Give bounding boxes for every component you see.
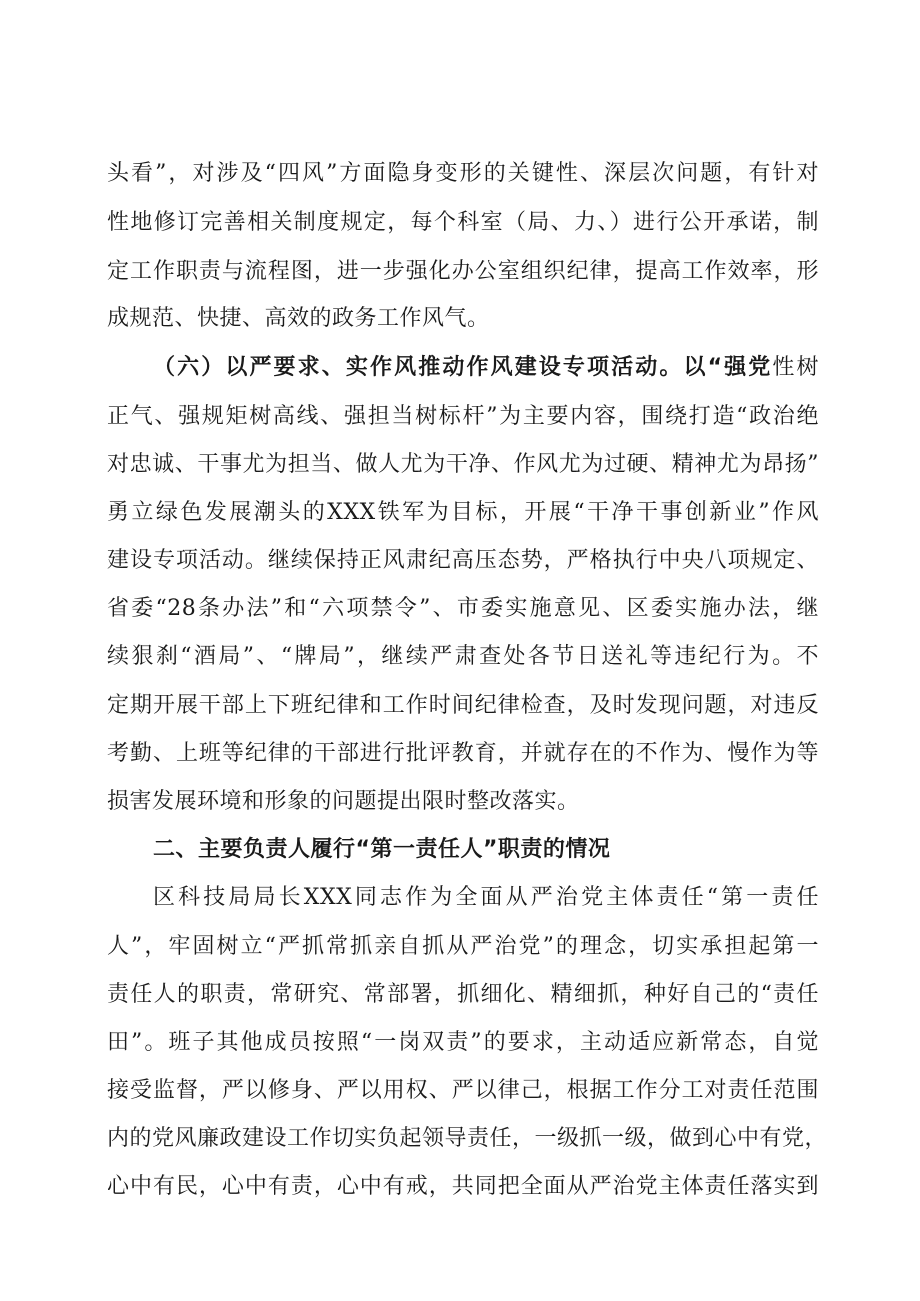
- text-line: 建设专项活动。继续保持正风肃纪高压态势，严格执行中央八项规定、: [107, 548, 819, 573]
- section-six-title: （六）以严要求、实作风推动作风建设专项活动。以“强党: [153, 355, 773, 380]
- text-line: 定期开展干部上下班纪律和工作时间纪律检查，及时发现问题，对违反: [107, 693, 819, 718]
- text-line: 内的党风廉政建设工作切实负起领导责任，一级抓一级，做到心中有党，: [107, 1126, 828, 1151]
- text-line: 正气、强规矩树高线、强担当树标杆”为主要内容，围绕打造“政治绝: [107, 404, 819, 429]
- text-line: 责任人的职责，常研究、常部署，抓细化、精细抓，种好自己的“责任: [107, 982, 819, 1007]
- section-heading: 二、主要负责人履行“第一责任人”职责的情况: [153, 837, 611, 862]
- text-line: 心中有民，心中有责，心中有戒，共同把全面从严治党主体责任落实到: [107, 1174, 819, 1199]
- text-line: 定工作职责与流程图，进一步强化办公室组织纪律，提高工作效率，形: [107, 259, 819, 284]
- text-line: 续狠刹“酒局”、“牌局”，继续严肃查处各节日送礼等违纪行为。不: [107, 644, 819, 669]
- text-line: 对忠诚、干事尤为担当、做人尤为干净、作风尤为过硬、精神尤为昂扬”: [107, 452, 819, 477]
- text-line: 成规范、快捷、高效的政务工作风气。: [107, 306, 490, 331]
- text-line: 考勤、上班等纪律的干部进行批评教育，并就存在的不作为、慢作为等: [107, 741, 819, 766]
- text-line: 接受监督，严以修身、严以用权、严以律己，根据工作分工对责任范围: [107, 1078, 819, 1103]
- text-line: 省委“28条办法”和“六项禁令”、市委实施意见、区委实施办法，继: [107, 596, 819, 621]
- text-line: 性地修订完善相关制度规定，每个科室（局、力、）进行公开承诺，制: [107, 210, 819, 235]
- text-span: 性树: [772, 355, 819, 380]
- text-line: 人”，牢固树立“严抓常抓亲自抓从严治党”的理念，切实承担起第一: [107, 934, 819, 959]
- section-six-first-line: [153, 353, 819, 383]
- text-line: 田”。班子其他成员按照“一岗双责”的要求，主动适应新常态，自觉: [107, 1030, 819, 1055]
- text-line: 损害发展环境和形象的问题提出限时整改落实。: [107, 789, 580, 814]
- text-line: 勇立绿色发展潮头的XXX铁军为目标，开展“干净干事创新业”作风: [107, 500, 819, 525]
- text-line: 头看”，对涉及“四风”方面隐身变形的关键性、深层次问题，有针对: [107, 161, 819, 186]
- text-line: 区科技局局长XXX同志作为全面从严治党主体责任“第一责任: [153, 885, 819, 910]
